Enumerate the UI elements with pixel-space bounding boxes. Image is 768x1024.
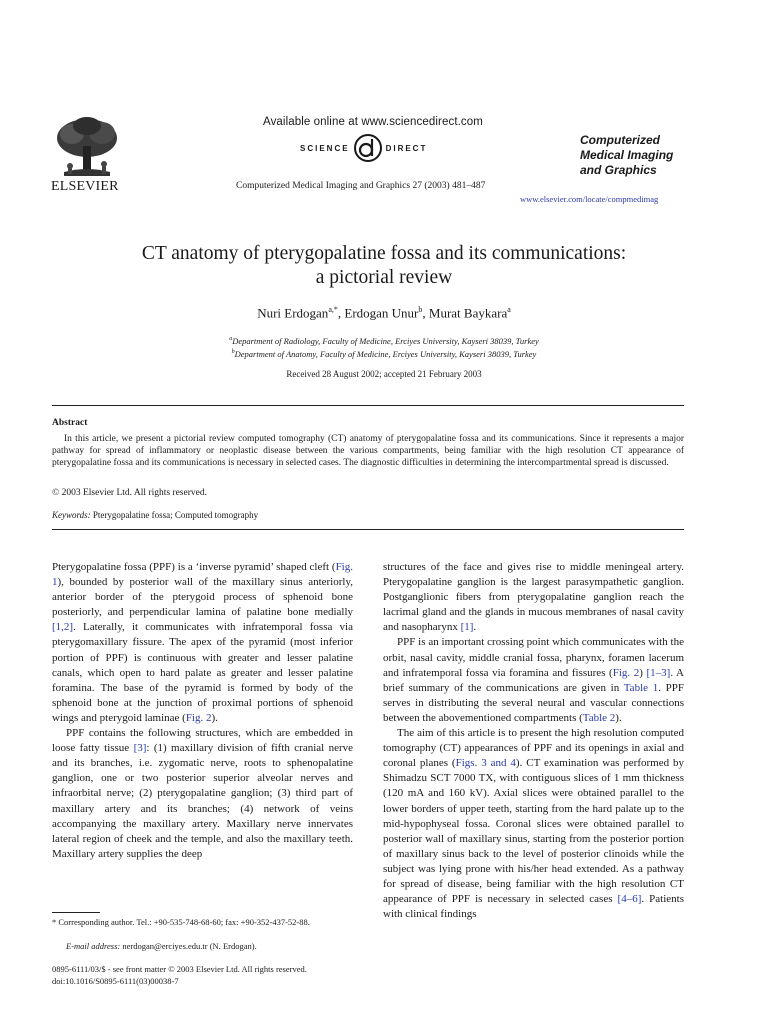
body-paragraph-2: PPF contains the following structures, which are embedded in loose fatty tissue [3]: (1) maxillary division of fifth cranial nerve and its branches, i.e. zygomatic nerve, roots to sphenopalatine ganglion, one or two posterior superior alveolar nerves and infraorbital nerve; (2) pterygopalatine ganglion; (3) third part of maxillary artery and its branches; (4) network of veins accompanying the maxillary artery. Maxillary nerve innervates lateral region of cheek and the temple, and also the maxillary teeth. Maxillary artery supplies the deep (52, 727, 353, 860)
figure-2-link[interactable]: Fig. 2 (185, 711, 212, 724)
journal-title-line3: and Graphics (580, 163, 657, 177)
journal-citation: Computerized Medical Imaging and Graphics 27 (2003) 481–487 (236, 181, 486, 191)
received-dates: Received 28 August 2002; accepted 21 February 2003 (286, 369, 482, 379)
author-name: Erdogan Unur (344, 305, 419, 321)
table-1-link[interactable]: Table 1 (623, 681, 659, 694)
abstract-bottom-rule (52, 529, 684, 530)
author-affiliation-mark: a,* (328, 305, 338, 314)
abstract-paragraph: In this article, we present a pictorial review computed tomography (CT) anatomy of pterygopalatine fossa and its communications. Since it represents a major pathway for spread of inflammatory or neoplastic disease between the various compartments, being familiar with the high resolution CT appearance of pterygopalatine fossa and its communications is necessary in selected cases. The diagnostic difficulties in determining the intercompartmental spread is discussed. (52, 434, 684, 468)
abstract-top-rule (52, 405, 684, 406)
figures-3-4-link[interactable]: Figs. 3 and 4 (455, 757, 516, 770)
author-affiliation-mark: a (507, 305, 511, 314)
body-left-column (52, 560, 353, 862)
figure-1-link[interactable]: Fig. 1 (52, 561, 353, 589)
journal-title-line1: Computerized (580, 133, 661, 147)
affiliation-a: $^a$Department of Radiology, Faculty of Medicine, Erciyes University, Kayseri 38039, Turkey (229, 336, 539, 346)
sd-left-word: SCIENCE (300, 143, 350, 153)
reference-link[interactable]: [1–3] (646, 666, 671, 679)
elsevier-tree-logo (50, 116, 124, 178)
reference-link[interactable]: [3] (133, 742, 147, 755)
reference-link[interactable]: [4–6] (617, 893, 642, 906)
reference-link[interactable]: [1] (460, 621, 474, 634)
body-paragraph-5: The aim of this article is to present the high resolution computed tomography (CT) appearances of PPF and its openings in axial and coronal planes (Figs. 3 and 4). CT examination was performed by Shimadzu SCT 7000 TX, with contiguous slices of 1 mm thickness (120 mA and 160 kV). Axial slices were obtained parallel to the lower borders of upper teeth, starting from the hard palate up to the mid-hypophyseal fossa. Coronal slices were obtained parallel to posterior wall of maxillary sinus, starting from the posterior portion of maxillary sinus back to the level of posterior clinoids while the subject was lying prone with his/her head extended. As a pathway for spread of disease, being familiar with the high resolution CT appearance of PPF is necessary in selected cases [4–6]. Patients with clinical findings (383, 727, 685, 921)
email-note (52, 941, 353, 952)
body-paragraph-1: Pterygopalatine fossa (PPF) is a ‘inverse pyramid’ shaped cleft (Fig. 1), bounded by posterior wall of the maxillary sinus anteriorly, anterior border of the pterygoid process of sphenoid bone posteriorly, and perpendicular lamina of palatine bone medially [1,2]. Laterally, it communicates with infratemporal fossa via pterygomaxillary fissure. The apex of the pyramid (most inferior portion of PPF) is continuous with greater and lesser palatine canals, which open to hard palate as greater and lesser palatine foramina. The base of the pyramid is formed by body of the sphenoid bone at the junction of proximal portions of sphenoid wings and pterygoid laminae (Fig. 2). (52, 561, 353, 724)
abstract-text (52, 434, 684, 469)
author-list: Nuri Erdogan$^{a,*}$, Erdogan Unur$^b$, Murat Baykara$^a$ (257, 305, 511, 321)
email-address[interactable]: nerdogan@erciyes.edu.tr (N. Erdogan). (122, 941, 257, 951)
keywords-label: Keywords: (52, 510, 91, 520)
body-right-column (383, 560, 684, 922)
body-paragraph-4: PPF is an important crossing point which communicates with the orbit, nasal cavity, middle cranial fossa, pharynx, foramen lacerum and infratemporal fossa via foramina and fissures (Fig. 2) [1–3]. A brief summary of the communications are given in Table 1. PPF serves in distributing the several neural and vascular connections between the abovementioned compartments (Table 2). (383, 636, 684, 724)
author-name: Nuri Erdogan (257, 305, 329, 321)
sd-right-word: DIRECT (385, 143, 428, 153)
affiliation-b: $^b$Department of Anatomy, Faculty of Medicine, Erciyes University, Kayseri 38039, Turkey (231, 349, 537, 359)
available-online-text[interactable]: Available online at www.sciencedirect.com (263, 116, 483, 128)
email-label: E-mail address: (66, 941, 121, 951)
footnote-rule (52, 912, 100, 913)
body-paragraph-3: structures of the face and gives rise to middle meningeal artery. Pterygopalatine ganglion is the largest parasympathetic ganglion. Postganglionic fibers from pterygopalatine ganglion reach the lacrimal gland and the glands in mucous membranes of nasal cavity and nasopharynx [1]. (383, 561, 684, 634)
front-matter-line: 0895-6111/03/$ - see front matter © 2003 Elsevier Ltd. All rights reserved. (52, 964, 307, 974)
publisher-name: ELSEVIER (51, 179, 119, 194)
reference-link[interactable]: [1,2] (52, 621, 74, 634)
doi-line[interactable]: doi:10.1016/S0895-6111(03)00038-7 (52, 976, 179, 986)
table-2-link[interactable]: Table 2 (582, 711, 616, 724)
affiliation-a-text: Department of Radiology, Faculty of Medicine, Erciyes University, Kayseri 38039, Turkey (232, 336, 539, 346)
figure-2-link[interactable]: Fig. 2 (612, 666, 640, 679)
author-name: Murat Baykara (428, 305, 508, 321)
journal-url-link[interactable]: www.elsevier.com/locate/compmedimag (520, 194, 659, 204)
journal-title-block (580, 133, 673, 178)
sciencedirect-d-icon (353, 133, 383, 163)
journal-title-line2: Medical Imaging (580, 148, 674, 162)
abstract-copyright: © 2003 Elsevier Ltd. All rights reserved. (52, 488, 207, 498)
keywords-line (52, 510, 258, 520)
article-title-line2: a pictorial review (315, 267, 453, 288)
article-title-line1: CT anatomy of pterygopalatine fossa and its communications: (141, 243, 627, 264)
author-affiliation-mark: b (418, 305, 423, 314)
keywords-values: Pterygopalatine fossa; Computed tomography (92, 510, 259, 520)
sciencedirect-logo (300, 133, 427, 163)
abstract-heading: Abstract (52, 418, 88, 428)
affiliation-b-text: Department of Anatomy, Faculty of Medicine, Erciyes University, Kayseri 38039, Turkey (234, 349, 537, 359)
corresponding-author-note: * Corresponding author. Tel.: +90-535-748-68-60; fax: +90-352-437-52-88. (52, 917, 310, 927)
